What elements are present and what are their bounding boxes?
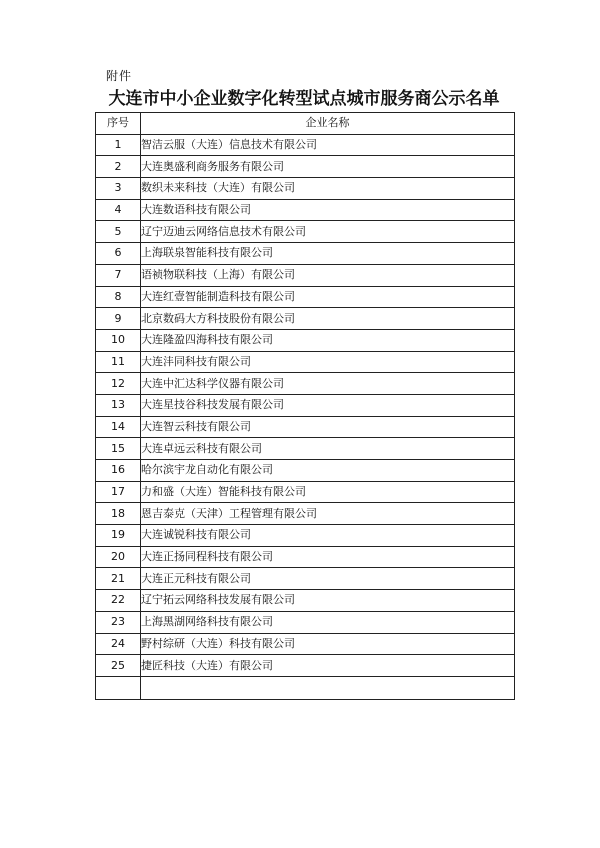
company-name: 大连正扬同程科技有限公司 [141, 546, 515, 568]
row-number: 23 [96, 611, 141, 633]
company-name: 辽宁迈迪云网络信息技术有限公司 [141, 221, 515, 243]
table-body [96, 134, 515, 699]
table-row [96, 676, 515, 699]
row-number: 2 [96, 156, 141, 178]
row-number: 11 [96, 351, 141, 373]
table-row [96, 611, 515, 633]
company-name: 上海黑湖网络科技有限公司 [141, 611, 515, 633]
row-number: 19 [96, 525, 141, 547]
table-row [96, 308, 515, 330]
table-row [96, 329, 515, 351]
company-name: 大连诚锐科技有限公司 [141, 525, 515, 547]
row-number: 22 [96, 590, 141, 612]
table-row [96, 633, 515, 655]
row-number: 4 [96, 199, 141, 221]
row-number: 1 [96, 134, 141, 156]
table-row [96, 351, 515, 373]
table-row [96, 568, 515, 590]
company-name [141, 676, 515, 699]
row-number: 8 [96, 286, 141, 308]
row-number: 6 [96, 243, 141, 265]
table-row [96, 460, 515, 482]
row-number: 21 [96, 568, 141, 590]
row-number: 16 [96, 460, 141, 482]
table-row [96, 546, 515, 568]
company-name: 数织未来科技（大连）有限公司 [141, 178, 515, 200]
company-name: 大连数语科技有限公司 [141, 199, 515, 221]
row-number: 7 [96, 264, 141, 286]
row-number: 9 [96, 308, 141, 330]
table-row [96, 134, 515, 156]
table-row [96, 438, 515, 460]
table-row [96, 481, 515, 503]
company-name: 语祯物联科技（上海）有限公司 [141, 264, 515, 286]
row-number: 10 [96, 329, 141, 351]
table-row [96, 525, 515, 547]
row-number: 14 [96, 416, 141, 438]
company-name: 大连红壹智能制造科技有限公司 [141, 286, 515, 308]
company-name: 野村综研（大连）科技有限公司 [141, 633, 515, 655]
row-number: 3 [96, 178, 141, 200]
company-name: 恩吉泰克（天津）工程管理有限公司 [141, 503, 515, 525]
company-name: 大连中汇达科学仪器有限公司 [141, 373, 515, 395]
row-number: 24 [96, 633, 141, 655]
table-row [96, 503, 515, 525]
attachment-label: 附件 [106, 69, 133, 83]
table-row [96, 394, 515, 416]
table-header-row [96, 113, 515, 135]
company-name: 智洁云服（大连）信息技术有限公司 [141, 134, 515, 156]
table-row [96, 416, 515, 438]
company-name: 大连奥盛利商务服务有限公司 [141, 156, 515, 178]
company-name: 捷匠科技（大连）有限公司 [141, 655, 515, 677]
row-number: 5 [96, 221, 141, 243]
company-name: 大连沣同科技有限公司 [141, 351, 515, 373]
table-row [96, 590, 515, 612]
table-row [96, 243, 515, 265]
column-header-company-name: 企业名称 [141, 113, 515, 135]
row-number: 25 [96, 655, 141, 677]
company-name: 大连隆盈四海科技有限公司 [141, 329, 515, 351]
row-number: 17 [96, 481, 141, 503]
table-row [96, 264, 515, 286]
company-name: 大连卓远云科技有限公司 [141, 438, 515, 460]
company-name: 上海联泉智能科技有限公司 [141, 243, 515, 265]
row-number [96, 676, 141, 699]
table-row [96, 178, 515, 200]
column-header-number: 序号 [96, 113, 141, 135]
company-name: 大连智云科技有限公司 [141, 416, 515, 438]
table-row [96, 373, 515, 395]
company-name: 力和盛（大连）智能科技有限公司 [141, 481, 515, 503]
company-name: 北京数码大方科技股份有限公司 [141, 308, 515, 330]
row-number: 12 [96, 373, 141, 395]
company-name: 哈尔滨宇龙自动化有限公司 [141, 460, 515, 482]
company-name: 大连星技谷科技发展有限公司 [141, 394, 515, 416]
table-row [96, 655, 515, 677]
company-name: 辽宁拓云网络科技发展有限公司 [141, 590, 515, 612]
row-number: 13 [96, 394, 141, 416]
table-row [96, 221, 515, 243]
company-name: 大连正元科技有限公司 [141, 568, 515, 590]
page-title: 大连市中小企业数字化转型试点城市服务商公示名单 [108, 89, 500, 109]
row-number: 15 [96, 438, 141, 460]
row-number: 20 [96, 546, 141, 568]
row-number: 18 [96, 503, 141, 525]
table-row [96, 156, 515, 178]
table-row [96, 286, 515, 308]
table-row [96, 199, 515, 221]
vendor-list-table [95, 112, 515, 700]
